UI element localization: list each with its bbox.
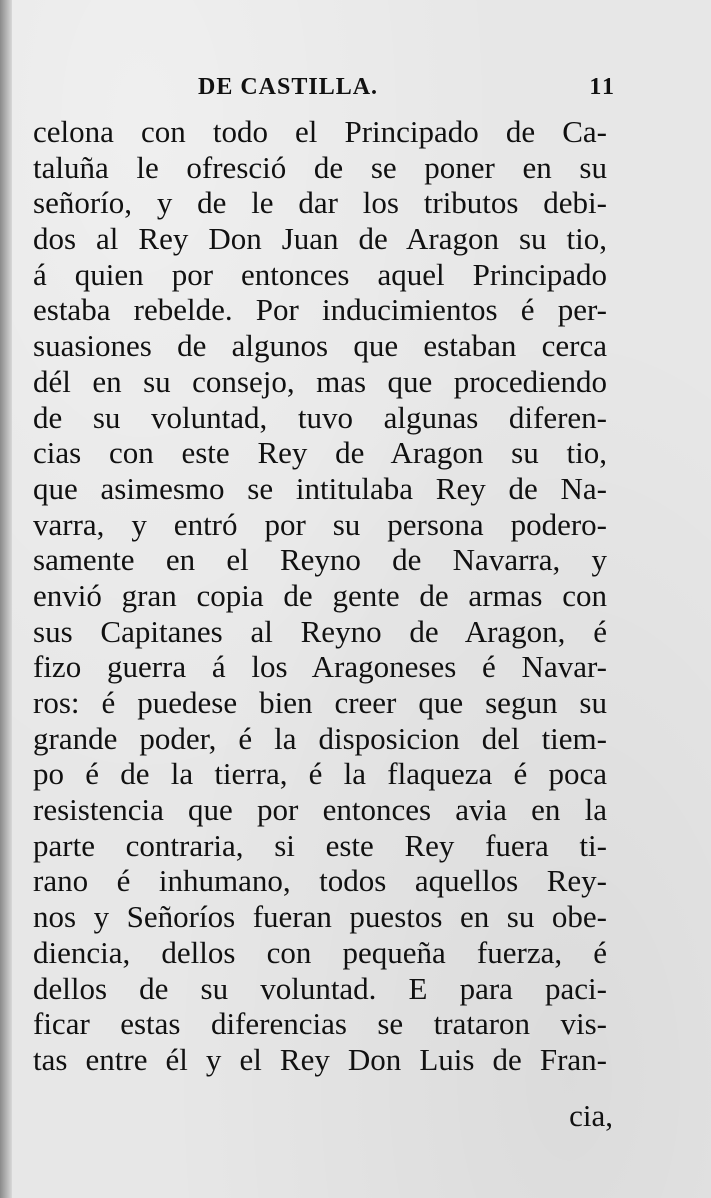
text-line: fizo guerra á los Aragoneses é Navar- bbox=[33, 649, 607, 685]
text-line: nos y Señoríos fueran puestos en su obe- bbox=[33, 899, 607, 935]
text-line: grande poder, é la disposicion del tiem- bbox=[33, 720, 607, 756]
running-head-title: DE CASTILLA. bbox=[198, 74, 379, 100]
text-line: dos al Rey Don Juan de Aragon su tio, bbox=[33, 221, 607, 257]
page-gutter-shadow bbox=[0, 0, 12, 1198]
text-line: celona con todo el Principado de Ca- bbox=[33, 114, 607, 149]
text-line: rano é inhumano, todos aquellos Rey- bbox=[33, 863, 607, 899]
catchword: cia, bbox=[569, 1098, 613, 1133]
text-line: ficar estas diferencias se trataron vis- bbox=[33, 1006, 607, 1042]
text-line: tas entre él y el Rey Don Luis de Fran- bbox=[33, 1041, 607, 1077]
text-line: parte contraria, si este Rey fuera ti- bbox=[33, 827, 607, 863]
text-line: cias con este Rey de Aragon su tio, bbox=[33, 435, 607, 471]
running-head bbox=[38, 74, 616, 104]
text-line: á quien por entonces aquel Principado bbox=[33, 256, 607, 292]
page-number: 11 bbox=[589, 74, 616, 100]
text-line: envió gran copia de gente de armas con bbox=[33, 577, 607, 613]
text-line: dellos de su voluntad. E para paci- bbox=[33, 970, 607, 1006]
text-line: ros: é puedese bien creer que segun su bbox=[33, 685, 607, 720]
text-line: taluña le ofresció de se poner en su bbox=[33, 149, 607, 185]
text-line: varra, y entró por su persona podero- bbox=[33, 506, 607, 542]
text-line: suasiones de algunos que estaban cerca bbox=[33, 328, 607, 364]
text-line: estaba rebelde. Por inducimientos é per- bbox=[33, 292, 607, 328]
body-text bbox=[33, 114, 607, 1078]
text-line: po é de la tierra, é la flaqueza é poca bbox=[33, 756, 607, 792]
text-line: señorío, y de le dar los tributos debi- bbox=[33, 185, 607, 221]
text-line: dél en su consejo, mas que procediendo bbox=[33, 363, 607, 399]
text-line: que asimesmo se intitulaba Rey de Na- bbox=[33, 470, 607, 506]
text-line: sus Capitanes al Reyno de Aragon, é bbox=[33, 613, 607, 649]
text-line: resistencia que por entonces avia en la bbox=[33, 792, 607, 828]
text-line: diencia, dellos con pequeña fuerza, é bbox=[33, 934, 607, 970]
text-line: de su voluntad, tuvo algunas diferen- bbox=[33, 399, 607, 435]
text-line: samente en el Reyno de Navarra, y bbox=[33, 542, 607, 578]
